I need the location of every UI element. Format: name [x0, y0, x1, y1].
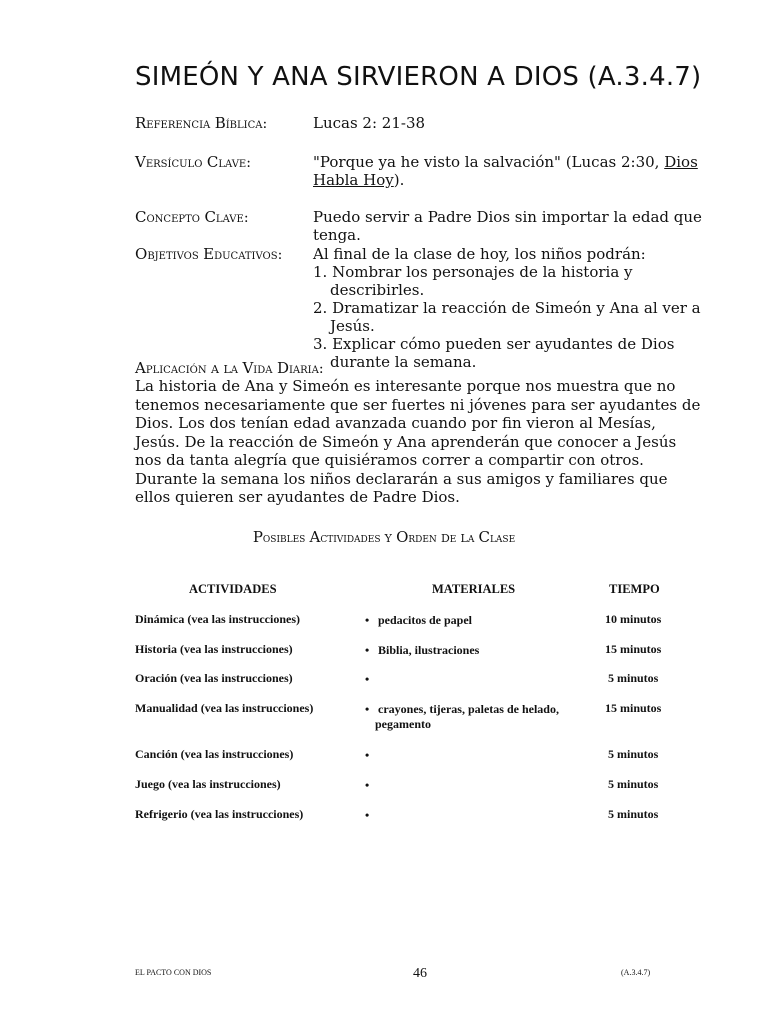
table-row-material-continued: pegamento: [375, 717, 431, 731]
field-label-reference: Referencia Bíblica:: [135, 114, 268, 132]
table-row-material: • crayones, tijeras, paletas de helado,: [365, 702, 559, 716]
table-row-material: • Biblia, ilustraciones: [365, 643, 480, 657]
bullet-icon: •: [365, 702, 370, 716]
page-title: SIMEÓN Y ANA SIRVIERON A DIOS (A.3.4.7): [135, 62, 702, 92]
table-row-activity: Oración (vea las instrucciones): [135, 671, 293, 685]
field-value-reference: Lucas 2: 21-38: [313, 114, 426, 132]
column-header-materials: MATERIALES: [432, 582, 516, 596]
field-value-objectives: [313, 245, 713, 371]
column-header-time: TIEMPO: [609, 582, 660, 596]
bullet-icon: •: [365, 808, 370, 822]
bible-version-link[interactable]: Dios Habla Hoy: [313, 153, 698, 189]
table-row-activity: Canción (vea las instrucciones): [135, 747, 294, 761]
table-row-time: 10 minutos: [605, 612, 662, 626]
application-text: La historia de Ana y Simeón es interesante porque nos muestra que no tenemos necesariamente que ser fuertes ni jóvenes para ser ayudantes de Dios. Los dos tenían edad avanzada cuando por fin vieron al Mesías, Jesús. De la reacción de Simeón y Ana aprenderán que conocer a Jesús nos da tanta alegría que quisiéramos correr a compartir con otros. Durante la semana los niños declararán a sus amigos y familiares que ellos quieren ser ayudantes de Padre Dios.: [135, 377, 701, 506]
table-row-material: [365, 672, 378, 687]
field-label-key-concept: Concepto Clave:: [135, 208, 249, 226]
table-row-time: 5 minutos: [608, 807, 659, 821]
bullet-icon: •: [365, 748, 370, 762]
column-header-activities: ACTIVIDADES: [189, 582, 277, 596]
application-heading: Aplicación a la Vida Diaria:: [135, 359, 324, 377]
table-row-material: [365, 778, 378, 793]
schedule-heading: Posibles Actividades y Orden de la Clase: [252, 528, 516, 546]
field-value-key-verse: "Porque ya he visto la salvación" (Lucas 2:30, Dios Habla Hoy).: [313, 153, 698, 189]
objectives-intro: Al final de la clase de hoy, los niños podrán:: [313, 245, 646, 263]
objective-item: 3. Explicar cómo pueden ser ayudantes de Dios durante la semana.: [313, 335, 675, 371]
page-number: 46: [413, 966, 427, 981]
bullet-icon: •: [365, 643, 370, 657]
objective-item: 2. Dramatizar la reacción de Simeón y Ana al ver a Jesús.: [313, 299, 701, 335]
footer-lesson-code: (A.3.4.7): [621, 968, 651, 977]
table-row-material: [365, 808, 378, 823]
table-row-time: 5 minutos: [608, 747, 659, 761]
table-row-time: 15 minutos: [605, 701, 662, 715]
table-row-time: 5 minutos: [608, 777, 659, 791]
table-row-activity: Juego (vea las instrucciones): [135, 777, 281, 791]
bullet-icon: •: [365, 672, 370, 686]
table-row-material: • pedacitos de papel: [365, 613, 473, 627]
field-value-key-concept: Puedo servir a Padre Dios sin importar la edad que tenga.: [313, 208, 702, 244]
table-row-activity: Historia (vea las instrucciones): [135, 642, 293, 656]
bullet-icon: •: [365, 778, 370, 792]
table-row-activity: Manualidad (vea las instrucciones): [135, 701, 314, 715]
table-row-time: 15 minutos: [605, 642, 662, 656]
table-row-time: 5 minutos: [608, 671, 659, 685]
footer-book-title: EL PACTO CON DIOS: [135, 968, 212, 977]
table-row-material: [365, 748, 378, 763]
table-row-activity: Dinámica (vea las instrucciones): [135, 612, 300, 626]
field-label-key-verse: Versículo Clave:: [135, 153, 251, 171]
objective-item: 1. Nombrar los personajes de la historia y describirles.: [313, 263, 633, 299]
objectives-list: [313, 263, 713, 371]
bullet-icon: •: [365, 613, 370, 627]
table-row-activity: Refrigerio (vea las instrucciones): [135, 807, 304, 821]
field-label-objectives: Objetivos Educativos:: [135, 245, 283, 263]
